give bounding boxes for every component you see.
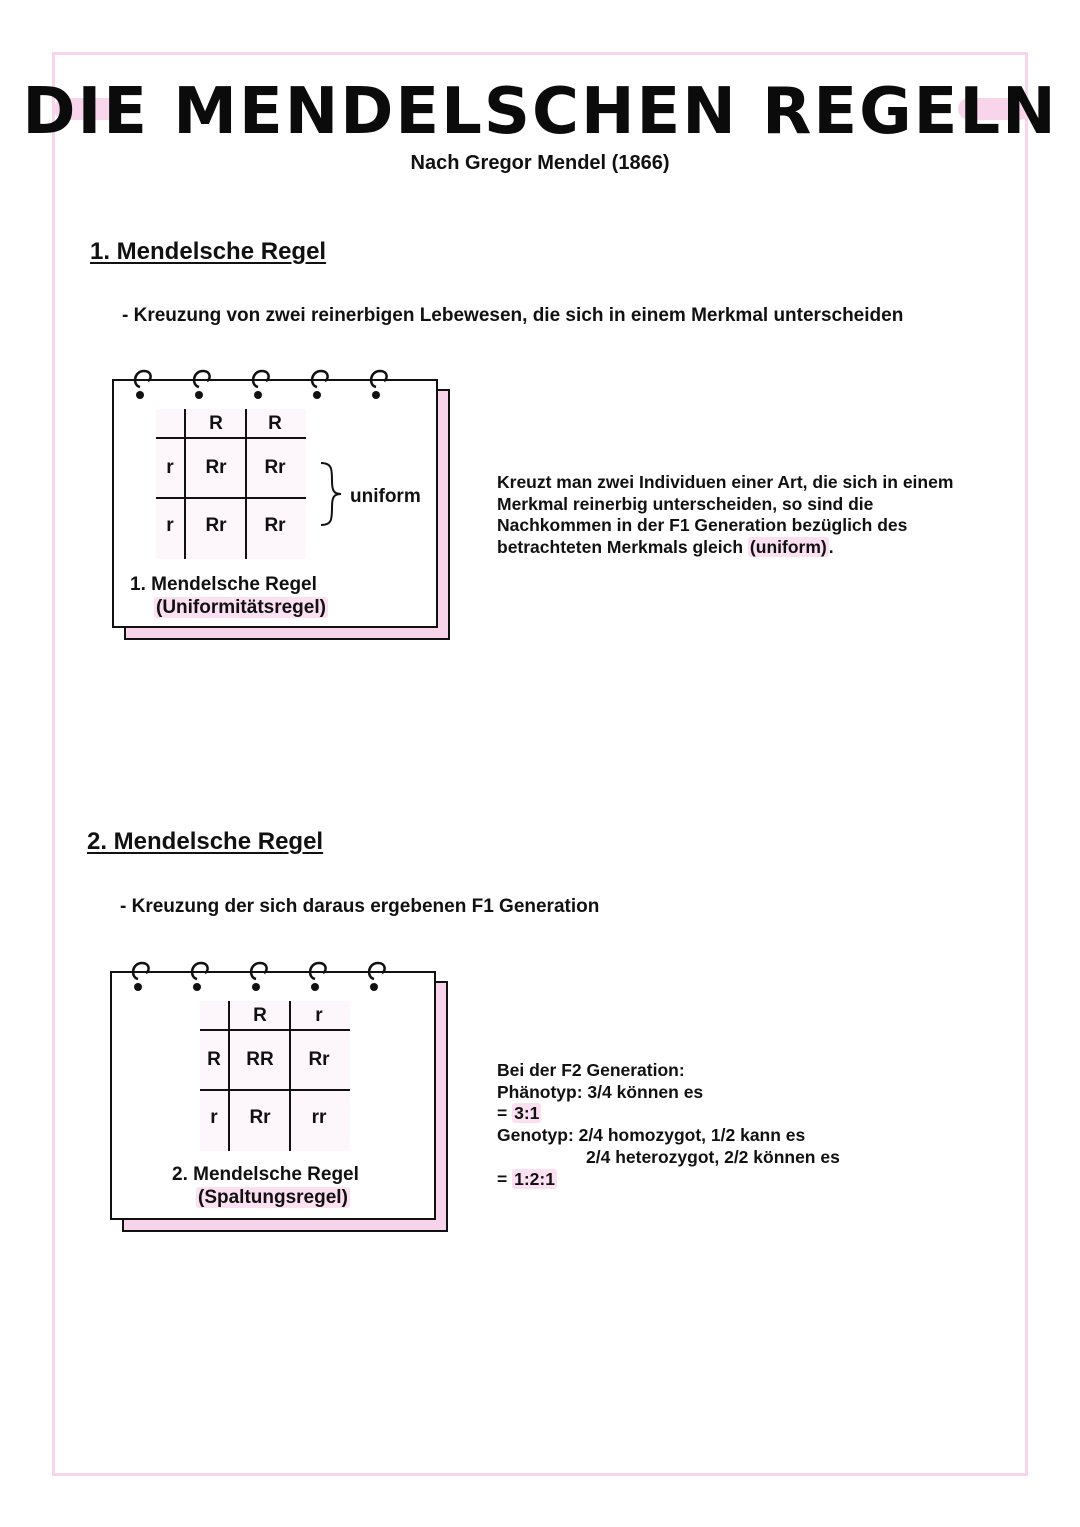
grid-cell: rr (311, 1107, 327, 1128)
rule2-notepad (110, 971, 436, 1220)
desc-line-6 (497, 1169, 840, 1191)
grid-cell: Rr (308, 1049, 330, 1070)
grid-top-allele: R (268, 413, 282, 434)
notepad-front-sheet (110, 971, 436, 1220)
desc-text: = (497, 1103, 513, 1124)
desc-line: Nachkommen in der F1 Generation bezüglich des (497, 515, 908, 536)
grid-cell: Rr (205, 515, 227, 536)
grid-left-allele: r (166, 457, 174, 478)
rule1-description (497, 472, 953, 559)
rule1-caption-line2: (Uniformitätsregel) (156, 597, 326, 618)
rule2-caption-line1: 2. Mendelsche Regel (172, 1164, 359, 1185)
spiral-rings (130, 369, 390, 403)
uniform-label: uniform (350, 486, 421, 507)
desc-text: betrachteten Merkmals gleich (497, 537, 748, 558)
grid-cell: Rr (264, 515, 286, 536)
rule1-bullet: - Kreuzung von zwei reinerbigen Lebewesen, die sich in einem Merkmal unterscheiden (122, 305, 904, 326)
rule2-description (497, 1060, 840, 1190)
spiral-rings (128, 961, 388, 995)
grid-top-allele: R (253, 1005, 267, 1026)
grid-cell: Rr (205, 457, 227, 478)
desc-line: Phänotyp: 3/4 können es (497, 1081, 704, 1102)
grid-left-allele: r (166, 515, 174, 536)
rule2-caption-line2-wrap (196, 1186, 350, 1209)
grid-vline (289, 1001, 291, 1151)
grid-vline (245, 409, 247, 559)
grid-hline (200, 1089, 350, 1091)
grid-hline (200, 1029, 350, 1031)
grid-cell: Rr (264, 457, 286, 478)
page-title: DIE MENDELSCHEN REGELN (22, 75, 1058, 149)
desc-line-4 (497, 537, 953, 559)
desc-line: Kreuzt man zwei Individuen einer Art, die sich in einem (497, 472, 954, 492)
desc-line-3 (497, 1103, 840, 1125)
desc-line: 2/4 heterozygot, 2/2 können es (586, 1146, 840, 1167)
uniform-highlight: (uniform) (749, 537, 827, 558)
rule2-bullet: - Kreuzung der sich daraus ergebenen F1 Generation (120, 896, 600, 917)
rule1-caption-line1: 1. Mendelsche Regel (130, 574, 317, 595)
desc-line: Merkmal reinerbig unterscheiden, so sind die (497, 493, 874, 514)
grid-top-allele: r (315, 1005, 323, 1026)
rule2-heading: 2. Mendelsche Regel (87, 828, 324, 855)
grid-cell: RR (246, 1049, 274, 1070)
grid-left-allele: R (207, 1049, 221, 1070)
desc-line: Bei der F2 Generation: (497, 1060, 685, 1080)
grid-top-allele: R (209, 413, 223, 434)
notepad-front-sheet (112, 379, 438, 628)
page-subtitle: Nach Gregor Mendel (1866) (410, 152, 670, 174)
desc-text: . (828, 537, 834, 558)
rule2-punnett-square (200, 1001, 350, 1151)
curly-brace-icon (318, 461, 344, 527)
rule1-punnett-square (156, 409, 306, 559)
grid-left-allele: r (210, 1107, 218, 1128)
desc-line: Genotyp: 2/4 homozygot, 1/2 kann es (497, 1125, 806, 1146)
rule2-caption-line2: (Spaltungsregel) (198, 1187, 348, 1208)
grid-cell: Rr (249, 1107, 271, 1128)
ratio-highlight: 3:1 (514, 1103, 540, 1124)
ratio-highlight: 1:2:1 (514, 1168, 555, 1189)
grid-hline (156, 437, 306, 439)
rule1-heading: 1. Mendelsche Regel (90, 238, 327, 265)
grid-hline (156, 497, 306, 499)
desc-text: = (497, 1168, 513, 1189)
rule1-caption-line2-wrap (154, 596, 328, 619)
rule1-notepad (112, 379, 438, 628)
